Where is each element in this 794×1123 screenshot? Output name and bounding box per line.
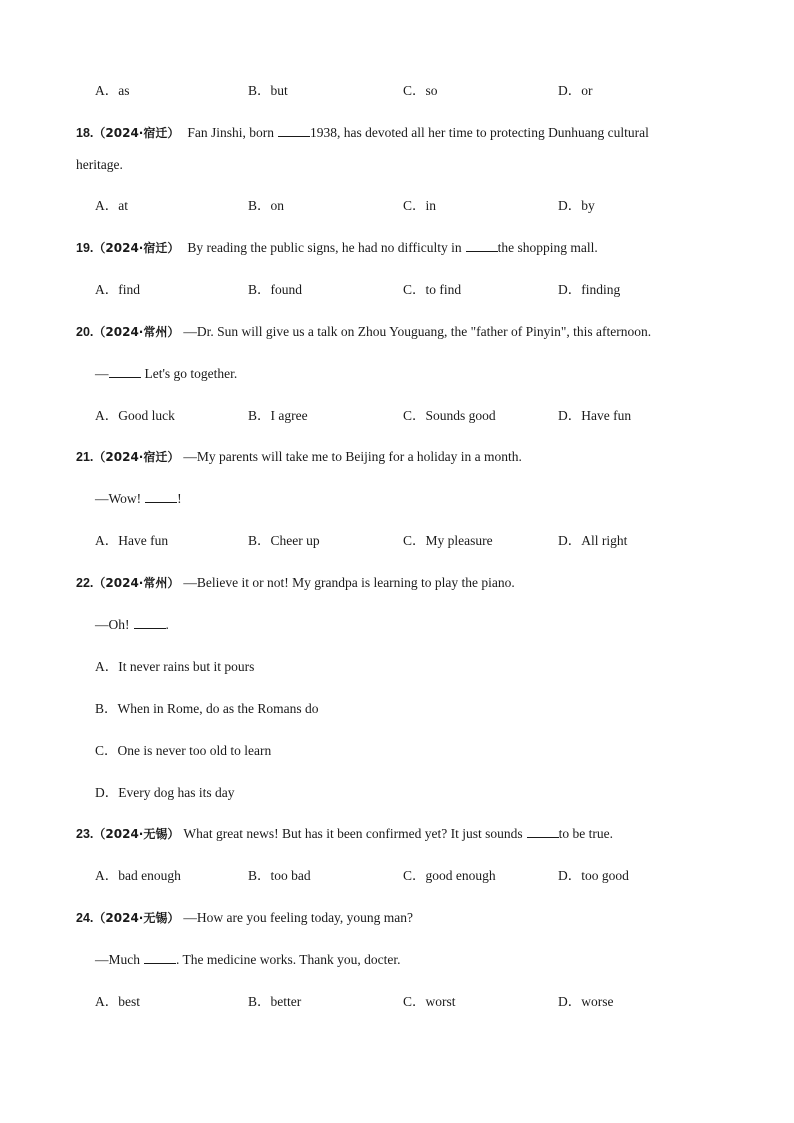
q18-option-b: B．on [248, 198, 285, 213]
question-21-stem: 21.（2024·宿迁） —My parents will take me to Beijing for a holiday in a month. [76, 449, 522, 464]
question-18-stem: 18.（2024·宿迁） Fan Jinshi, born 1938, has devoted all her time to protecting Dunhuang cultural [76, 125, 649, 140]
q19-option-a: A．find [95, 282, 140, 297]
question-23-stem: 23.（2024·无锡） What great news! But has it been confirmed yet? It just sounds to be true. [76, 826, 614, 841]
question-20-reply: — Let's go together. [95, 366, 238, 381]
q24-option-a: A．best [95, 994, 140, 1009]
q22-option-c: C．One is never too old to learn [95, 743, 272, 758]
question-21-reply: —Wow! ! [95, 491, 182, 506]
prev-option-c: C．so [403, 83, 438, 98]
q18-option-a: A．at [95, 198, 128, 213]
q22-option-d: D．Every dog has its day [95, 785, 235, 800]
q19-option-b: B．found [248, 282, 303, 297]
question-24-reply: —Much . The medicine works. Thank you, docter. [95, 952, 401, 967]
q21-option-a: A．Have fun [95, 533, 169, 548]
answer-blank [145, 490, 177, 503]
question-22-reply: —Oh! . [95, 617, 169, 632]
question-24-stem: 24.（2024·无锡） —How are you feeling today, young man? [76, 910, 414, 925]
prev-option-d: D．or [558, 83, 593, 98]
question-22-stem: 22.（2024·常州） —Believe it or not! My grandpa is learning to play the piano. [76, 575, 515, 590]
q23-option-b: B．too bad [248, 868, 311, 883]
q19-option-d: D．finding [558, 282, 621, 297]
q20-option-d: D．Have fun [558, 408, 632, 423]
answer-blank [109, 365, 141, 378]
question-19-stem: 19.（2024·宿迁） By reading the public signs, he had no difficulty in the shopping mall. [76, 240, 598, 255]
q18-option-c: C．in [403, 198, 437, 213]
q23-option-d: D．too good [558, 868, 629, 883]
question-20-stem: 20.（2024·常州） —Dr. Sun will give us a talk on Zhou Youguang, the "father of Pinyin", this afternoon. [76, 324, 652, 339]
q23-option-a: A．bad enough [95, 868, 181, 883]
q24-option-b: B．better [248, 994, 302, 1009]
answer-blank [527, 825, 559, 838]
q21-option-c: C．My pleasure [403, 533, 493, 548]
q21-option-d: D．All right [558, 533, 628, 548]
q20-option-a: A．Good luck [95, 408, 175, 423]
q24-option-c: C．worst [403, 994, 456, 1009]
q20-option-c: C．Sounds good [403, 408, 496, 423]
q20-option-b: B．I agree [248, 408, 308, 423]
answer-blank [466, 239, 498, 252]
q22-option-a: A．It never rains but it pours [95, 659, 255, 674]
answer-blank [278, 124, 310, 137]
answer-blank [134, 616, 166, 629]
q22-option-b: B．When in Rome, do as the Romans do [95, 701, 319, 716]
q23-option-c: C．good enough [403, 868, 496, 883]
q24-option-d: D．worse [558, 994, 614, 1009]
q21-option-b: B．Cheer up [248, 533, 320, 548]
prev-option-b: B．but [248, 83, 288, 98]
q18-option-d: D．by [558, 198, 595, 213]
q19-option-c: C．to find [403, 282, 462, 297]
prev-option-a: A．as [95, 83, 130, 98]
answer-blank [144, 951, 176, 964]
question-18-stem-cont: heritage. [76, 157, 123, 172]
